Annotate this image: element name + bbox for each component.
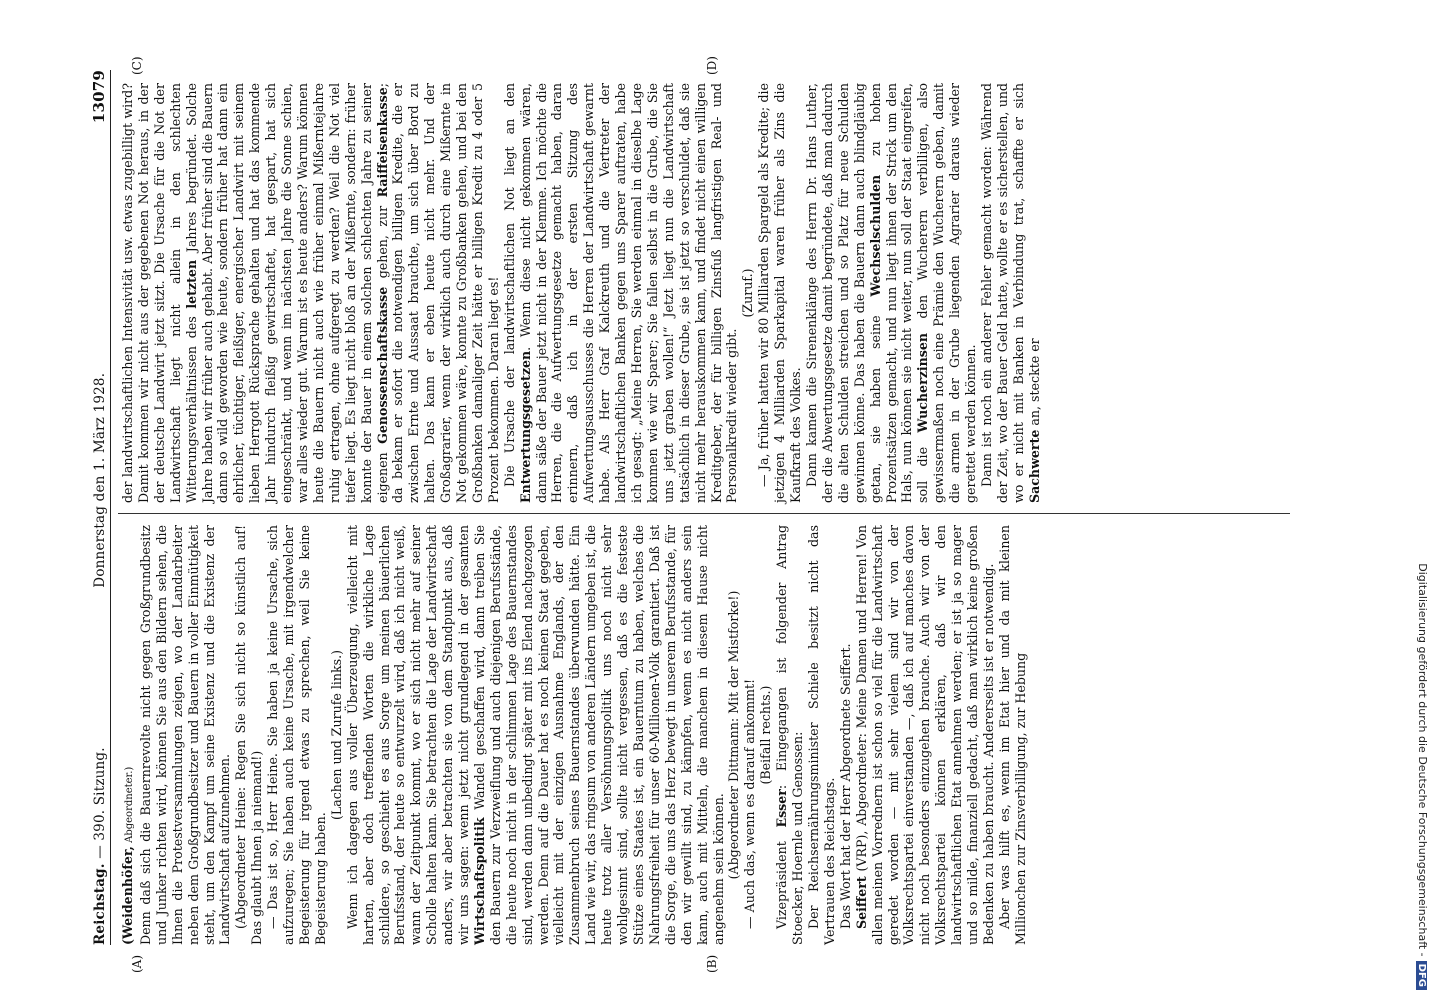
stage-direction: (Zuruf.) (740, 268, 756, 318)
session-date: Donnerstag den 1. März 1928. (92, 372, 108, 588)
paragraph: Dann kamen die Sirenenklänge des Herrn Dr. Hans Luther, der die Abwertungsgesetze damit begründete, daß man dadurch die alten Schulden streichen und so Platz für neue Schulden gewinnen könne. Das haben die Bauern dann auch blindgläubig getan, sie haben seine Wechselschulden zu hohen Prozentsätzen gemacht, und nun liegt ihnen der Strick um den Hals, nun können sie nicht weiter, nun soll der Staat eingreifen, soll die Wucherzinsen den Wucherern verbilligen, also gewissermaßen noch eine Prämie den Wucherern geben, damit die armen in der Grube liegenden Agrarier daraus wieder gerettet werden können. (803, 83, 979, 503)
paragraph: der landwirtschaftlichen Intensivität usw. etwas zugebilligt wird? Damit kommen wir nicht aus der gegebenen Not heraus, in der der deutsche Landwirt jetzt sitzt. Die Ursache für die Not der Landwirtschaft liegt nicht allein in den schlechten Witterungsverhältnissen des letzten Jahres begründet. Solche Jahre haben wir früher auch gehabt. Aber früher sind die Bauern dann so wild geworden wie heute, sondern früher hat dann ein ehrlicher, tüchtiger, fleißiger, energischer Landwirt mit seinem lieben Herrgott Rücksprache gehalten und hat das kommende Jahr hindurch fleißig gewirtschaftet, hat gespart, hat sich eingeschränkt, und wenn im nächsten Jahre die Sonne schien, war alles wieder gut. Warum ist es heute anders? Warum können heute die Bauern nicht auch wie früher einmal Mißerntejahre ruhig ertragen, ohne aufgeregt zu werden? Weil die Not viel tiefer liegt. Es liegt nicht bloß an der Mißernte, sondern: früher konnte der Bauer in einem solchen schlechten Jahre zu seiner eigenen Genossenschaftskasse gehen, zur Raiffeisenkasse; da bekam er sofort die notwendigen billigen Kredite, die er zwischen Ernte und Aussaat brauchte, um sich über Bord zu halten. Das kann er eben heute nicht mehr. Und der Großagrarier, wenn der wirklich auch durch eine Mißernte in Not gekommen wäre, konnte zu Großbanken gehen, und bei den Großbanken damaliger Zeit hätte er billigen Kredit zu 4 oder 5 Prozent bekommen. Daran liegt es! (120, 83, 501, 503)
session-label: — 390. Sitzung. (92, 747, 108, 864)
paragraph: — Auch das, wenn es darauf ankommt! (742, 678, 758, 929)
stage-direction: (Beifall rechts.) (758, 685, 774, 785)
running-head (90, 70, 111, 945)
paragraph: — Ja, früher hatten wir 80 Milliarden Spargeld als Kredite; die jetzigen 4 Milliarden Sparkapital waren früher als Zins die Kaufkraft des Volkes. (756, 83, 804, 503)
newspaper-page (90, 56, 1300, 973)
page-number: 13079 (90, 70, 108, 124)
dfg-logo: DFG (1416, 961, 1427, 990)
publication-title: Reichstag. (92, 863, 108, 945)
paragraph: Aber was hilft es, wenn im Etat hier und da mit kleinen Millionchen zur Zinsverbilligung, zur Hebung (996, 525, 1028, 945)
paragraph: Denn daß sich die Bauernrevolte nicht gegen Großgrundbesitz und Junker richten wird, können Sie aus den Bildern sehen, die Ihnen die Protestversammlungen zeigen, wo der Landarbeiter neben dem Großgrundbesitzer und Bauern in voller Einmütigkeit steht, um den Kampf um seine Existenz und die Existenz der Landwirtschaft aufzunehmen. (137, 525, 233, 945)
speaker-name: Seiffert (853, 876, 869, 929)
motion-text: Der Reichsernährungsminister Schiele besitzt nicht das Vertrauen des Reichstags. (805, 525, 837, 945)
paragraph: — Das ist so, Herr Heine. Sie haben ja keine Ursache, sich aufzuregen; Sie haben auch keine Ursache, mit irgendwelcher Begeisterung für irgend etwas zu sprechen, weil Sie keine Begeisterung haben. (265, 525, 328, 945)
margin-marker-c: (C) (130, 56, 144, 75)
paragraph: Das Wort hat der Herr Abgeordnete Seiffert. (837, 643, 853, 929)
right-column (120, 83, 1043, 503)
left-column (120, 525, 1029, 945)
paragraph: (Weidenhöfer, Abgeordneter.) (120, 766, 135, 945)
speaker-name: (Weidenhöfer, (120, 846, 135, 945)
paragraph: Seiffert (VRP), Abgeordneter: Meine Damen und Herren! Von allen meinen Vorrednern ist schon so viel für die Landwirtschaft geredet worden — mit sehr vielem sind wir von der Volksrechtspartei einverstanden —, daß ich auf manches davon nicht noch besonders einzugehen brauche. Auch wir von der Volksrechtspartei können erklären, daß wir den landwirtschaftlichen Etat annehmen werden; er ist ja so mager und so milde, finanziell gedacht, daß man wirklich keine großen Bedenken zu haben braucht. Andererseits ist er notwendig. (853, 525, 996, 945)
paragraph: Dann ist noch ein anderer Fehler gemacht worden: Während der Zeit, wo der Bauer Geld hatte, wollte er es sicherstellen, und wo er nicht mit Banken in Verbindung trat, schaffte er sich Sachwerte an, steckte er (978, 83, 1042, 503)
interjection: (Abgeordneter Dittmann: Mit der Mistforke!) (726, 590, 742, 880)
column-divider (118, 513, 1290, 514)
paragraph: Wenn ich dagegen aus voller Überzeugung, vielleicht mit harten, aber doch treffenden Worten die wirkliche Lage schildere, so geschieht es aus Sorge um meinen bäuerlichen Berufsstand, der heute so entwurzelt wird, daß ich nicht weiß, wann der Zeitpunkt kommt, wo er sich nicht mehr auf seiner Scholle halten kann. Sie betrachten die Lage der Landwirtschaft anders, wir aber betrachten sie von dem Standpunkt aus, daß wir uns sagen: wenn jetzt nicht grundlegend in der gesamten Wirtschaftspolitik Wandel geschaffen wird, dann treiben Sie den Bauern zur Verzweiflung und auch diejenigen Berufsstände, die heute noch nicht in der schlimmen Lage des Bauernstandes sind, werden dann unbedingt später mit ins Elend nachgezogen werden. Denn auf die Dauer hat es noch keinen Staat gegeben, vielleicht mit der einzigen Ausnahme Englands, der den Zusammenbruch seines Bauernstandes überwunden hätte. Ein Land wie wir, das ringsum von anderen Ländern umgeben ist, die heute trotz aller Versöhnungspolitik uns noch nicht sehr wohlgesinnt sind, sollte nicht vergessen, daß es die festeste Stütze eines Staates ist, ein Bauerntum zu haben, welches die Nahrungsfreiheit für unser 60-Millionen-Volk garantiert. Daß ist die Sorge, die uns das Herz bewegt in unserem Berufsstande, für den wir gewillt sind, zu kämpfen, wenn es nicht anders sein kann, auch mit Mitteln, die manchem in diesem Hause nicht angenehm sein können. (344, 525, 726, 945)
digitization-credit (1411, 10, 1429, 990)
margin-marker-d: (D) (705, 56, 719, 75)
margin-marker-b: (B) (705, 954, 719, 973)
stage-direction: (Lachen und Zurufe links.) (328, 649, 344, 821)
paragraph: Die Ursache der landwirtschaftlichen Not liegt an den Entwertungsgesetzen. Wenn diese nicht gekommen wären, dann säße der Bauer jetzt nicht in der Klemme. Ich möchte die Herren, die die Aufwertungsgesetze gemacht haben, daran erinnern, daß ich in der ersten Sitzung des Aufwertungsausschusses die Herren der Landwirtschaft gewarnt habe. Als Herr Graf Kalckreuth und die Vertreter der landwirtschaftlichen Banken gegen uns Sparer auftraten, habe ich gesagt: „Meine Herren, Sie werden einmal in dieselbe Lage kommen wie wir Sparer; Sie fallen selbst in die Grube, die Sie uns jetzt graben wollen!“ Jetzt liegt nun die Landwirtschaft tatsächlich in dieser Grube, sie ist jetzt so verschuldet, daß sie nicht mehr herauskommen kann, und findet nicht einen willigen Kreditgeber, der für billigen Zinsfuß langfristigen Real- und Personalkredit wieder gibt. (501, 83, 740, 503)
paragraph: Vizepräsident Esser: Eingegangen ist folgender Antrag Stoecker, Hoernle und Genossen: (774, 524, 806, 945)
credit-text: Digitalisierung gefördert durch die Deutsche Forschungsgemeinschaft - (1416, 563, 1429, 957)
margin-marker-a: (A) (130, 954, 144, 973)
interjection: (Abgeordneter Heine: Regen Sie sich nicht so künstlich auf! Das glaubt Ihnen ja niemand!) (233, 525, 265, 945)
